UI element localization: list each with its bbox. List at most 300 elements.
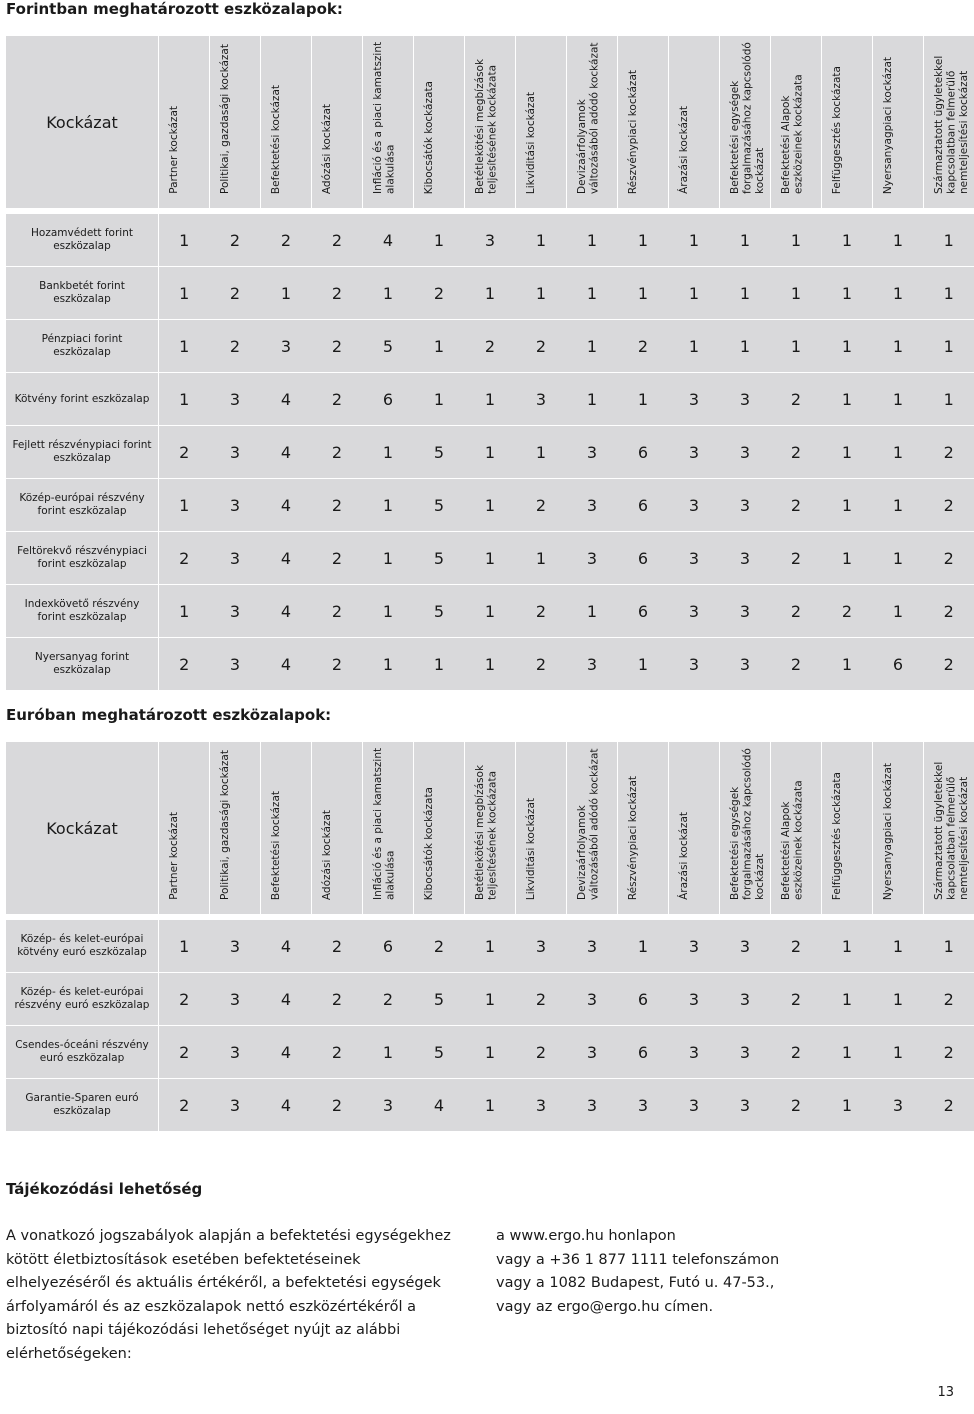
risk-value-cell: 3 (567, 532, 618, 585)
risk-value-cell: 2 (822, 585, 873, 638)
risk-value-cell: 2 (516, 320, 567, 373)
risk-value-cell: 3 (669, 373, 720, 426)
risk-value-cell: 4 (261, 920, 312, 973)
risk-value-cell: 1 (567, 585, 618, 638)
risk-value-cell: 2 (210, 267, 261, 320)
risk-value-cell: 1 (669, 267, 720, 320)
risk-value-cell: 2 (312, 1079, 363, 1132)
risk-value-cell: 1 (516, 267, 567, 320)
risk-value-cell: 6 (873, 638, 924, 691)
risk-value-cell: 3 (210, 638, 261, 691)
row-label: Fejlett részvénypiaci forint eszközalap (6, 426, 159, 479)
column-header-label: Partner kockázat (168, 106, 180, 194)
risk-value-cell: 3 (873, 1079, 924, 1132)
column-header (210, 36, 261, 208)
risk-value-cell: 2 (771, 973, 822, 1026)
page-number: 13 (937, 1385, 954, 1400)
risk-value-cell: 1 (618, 267, 669, 320)
risk-value-cell: 1 (159, 320, 210, 373)
risk-value-cell: 6 (363, 920, 414, 973)
risk-value-cell: 3 (210, 585, 261, 638)
table-row (6, 920, 974, 973)
risk-value-cell: 2 (771, 479, 822, 532)
column-header-label: Partner kockázat (168, 812, 180, 900)
risk-value-cell: 1 (159, 479, 210, 532)
column-header-label: Befektetési kockázat (270, 84, 282, 194)
risk-value-cell: 3 (720, 373, 771, 426)
risk-value-cell: 3 (720, 920, 771, 973)
column-header (312, 36, 363, 208)
risk-value-cell: 5 (414, 426, 465, 479)
risk-value-cell: 2 (312, 373, 363, 426)
risk-value-cell: 1 (873, 320, 924, 373)
corner-label: Kockázat (6, 36, 159, 208)
risk-value-cell: 2 (312, 426, 363, 479)
column-header-label: Részvénypiaci kockázat (627, 69, 639, 194)
column-header-label: Befektetési egységek forgalmazásához kapcsolódó kockázat (729, 748, 766, 900)
risk-value-cell: 1 (465, 585, 516, 638)
column-header (720, 36, 771, 208)
risk-value-cell: 6 (618, 973, 669, 1026)
risk-value-cell: 3 (210, 479, 261, 532)
risk-value-cell: 2 (924, 532, 974, 585)
column-header-label: Betétlekötési megbízások teljesítésének kockázata (474, 764, 499, 900)
column-header (873, 742, 924, 914)
risk-value-cell: 2 (159, 638, 210, 691)
risk-value-cell: 1 (924, 373, 974, 426)
risk-value-cell: 1 (822, 373, 873, 426)
risk-value-cell: 3 (669, 973, 720, 1026)
risk-value-cell: 1 (414, 214, 465, 267)
risk-value-cell: 3 (669, 479, 720, 532)
risk-value-cell: 3 (567, 973, 618, 1026)
column-header (261, 742, 312, 914)
risk-value-cell: 2 (771, 1079, 822, 1132)
risk-value-cell: 1 (669, 320, 720, 373)
risk-value-cell: 1 (873, 585, 924, 638)
risk-value-cell: 1 (822, 973, 873, 1026)
risk-value-cell: 1 (822, 479, 873, 532)
column-header (567, 36, 618, 208)
risk-value-cell: 1 (720, 214, 771, 267)
risk-value-cell: 2 (924, 1079, 974, 1132)
risk-value-cell: 3 (618, 1079, 669, 1132)
contact-address: vagy a 1082 Budapest, Futó u. 47-53., (496, 1275, 775, 1291)
risk-value-cell: 1 (465, 638, 516, 691)
row-label: Feltörekvő részvénypiaci forint eszközalap (6, 532, 159, 585)
table-row (6, 479, 974, 532)
column-header-label: Felfüggesztés kockázata (831, 65, 843, 194)
risk-value-cell: 1 (516, 532, 567, 585)
column-header (771, 742, 822, 914)
risk-value-cell: 1 (363, 585, 414, 638)
column-header-label: Betétlekötési megbízások teljesítésének kockázata (474, 58, 499, 194)
risk-value-cell: 1 (465, 1079, 516, 1132)
risk-value-cell: 1 (822, 638, 873, 691)
risk-value-cell: 1 (414, 320, 465, 373)
risk-value-cell: 2 (924, 638, 974, 691)
risk-value-cell: 1 (567, 267, 618, 320)
row-label: Hozamvédett forint eszközalap (6, 214, 159, 267)
risk-value-cell: 2 (159, 426, 210, 479)
column-header (924, 36, 974, 208)
risk-value-cell: 3 (720, 1026, 771, 1079)
risk-value-cell: 2 (312, 214, 363, 267)
risk-value-cell: 2 (312, 585, 363, 638)
column-header (516, 36, 567, 208)
risk-value-cell: 1 (567, 373, 618, 426)
risk-value-cell: 3 (210, 920, 261, 973)
risk-value-cell: 1 (924, 320, 974, 373)
risk-value-cell: 2 (465, 320, 516, 373)
risk-value-cell: 3 (516, 373, 567, 426)
table-row (6, 585, 974, 638)
risk-value-cell: 1 (414, 638, 465, 691)
column-header (618, 742, 669, 914)
table-row (6, 214, 974, 267)
risk-value-cell: 3 (567, 1026, 618, 1079)
risk-value-cell: 4 (414, 1079, 465, 1132)
risk-value-cell: 3 (720, 1079, 771, 1132)
risk-value-cell: 3 (567, 426, 618, 479)
risk-value-cell: 3 (516, 1079, 567, 1132)
risk-value-cell: 1 (873, 373, 924, 426)
row-label: Bankbetét forint eszközalap (6, 267, 159, 320)
risk-value-cell: 1 (771, 214, 822, 267)
section-title-huf: Forintban meghatározott eszközalapok: (6, 0, 343, 18)
risk-value-cell: 1 (363, 267, 414, 320)
risk-value-cell: 3 (567, 1079, 618, 1132)
risk-value-cell: 1 (924, 214, 974, 267)
risk-value-cell: 1 (873, 1026, 924, 1079)
risk-value-cell: 3 (720, 585, 771, 638)
risk-value-cell: 1 (465, 973, 516, 1026)
risk-value-cell: 1 (822, 214, 873, 267)
risk-value-cell: 2 (261, 214, 312, 267)
table-row (6, 373, 974, 426)
risk-value-cell: 1 (720, 267, 771, 320)
column-header (669, 36, 720, 208)
risk-value-cell: 3 (720, 638, 771, 691)
risk-value-cell: 2 (159, 1079, 210, 1132)
risk-value-cell: 1 (822, 532, 873, 585)
risk-value-cell: 1 (516, 214, 567, 267)
risk-value-cell: 3 (210, 373, 261, 426)
column-header-label: Befektetési Alapok eszközeinek kockázata (780, 74, 805, 194)
column-header-label: Árazási kockázat (678, 106, 690, 194)
column-header (822, 742, 873, 914)
info-contacts (496, 1225, 936, 1319)
risk-value-cell: 1 (567, 214, 618, 267)
column-header (159, 36, 210, 208)
row-label: Közép-európai részvény forint eszközalap (6, 479, 159, 532)
risk-value-cell: 4 (261, 585, 312, 638)
row-label: Közép- és kelet-európai részvény euró eszközalap (6, 973, 159, 1026)
risk-value-cell: 1 (618, 920, 669, 973)
risk-value-cell: 3 (465, 214, 516, 267)
row-label: Kötvény forint eszközalap (6, 373, 159, 426)
column-header (363, 36, 414, 208)
column-header (567, 742, 618, 914)
risk-value-cell: 1 (465, 1026, 516, 1079)
risk-value-cell: 1 (822, 920, 873, 973)
column-header-label: Politikai, gazdasági kockázat (219, 43, 231, 194)
column-header-label: Kibocsátók kockázata (423, 80, 435, 194)
column-header-label: Devizaárfolyamok változásából adódó kockázat (576, 748, 601, 900)
contact-website: a www.ergo.hu honlapon (496, 1228, 676, 1244)
risk-value-cell: 3 (669, 920, 720, 973)
risk-value-cell: 2 (771, 426, 822, 479)
risk-value-cell: 2 (312, 1026, 363, 1079)
risk-value-cell: 2 (312, 479, 363, 532)
risk-value-cell: 4 (261, 1079, 312, 1132)
table-row (6, 638, 974, 691)
column-header-label: Devizaárfolyamok változásából adódó kockázat (576, 42, 601, 194)
risk-value-cell: 1 (363, 479, 414, 532)
table-header-row (6, 742, 974, 914)
risk-value-cell: 3 (720, 973, 771, 1026)
risk-value-cell: 2 (771, 532, 822, 585)
risk-value-cell: 2 (771, 638, 822, 691)
column-header (414, 742, 465, 914)
column-header-label: Befektetési egységek forgalmazásához kapcsolódó kockázat (729, 42, 766, 194)
risk-value-cell: 4 (261, 1026, 312, 1079)
risk-value-cell: 2 (924, 973, 974, 1026)
risk-value-cell: 1 (465, 426, 516, 479)
column-header (873, 36, 924, 208)
column-header-label: Származtatott ügyletekkel kapcsolatban felmerülő nemteljesítési kockázat (933, 55, 970, 194)
column-header (312, 742, 363, 914)
risk-value-cell: 5 (414, 585, 465, 638)
risk-value-cell: 2 (618, 320, 669, 373)
risk-value-cell: 6 (363, 373, 414, 426)
info-title: Tájékozódási lehetőség (6, 1180, 203, 1198)
column-header (465, 742, 516, 914)
risk-value-cell: 1 (363, 426, 414, 479)
risk-value-cell: 3 (210, 973, 261, 1026)
table-row (6, 1079, 974, 1132)
risk-value-cell: 1 (873, 479, 924, 532)
risk-value-cell: 1 (465, 479, 516, 532)
column-header-label: Nyersanyagpiaci kockázat (882, 56, 894, 194)
risk-value-cell: 4 (261, 973, 312, 1026)
risk-value-cell: 2 (312, 638, 363, 691)
risk-value-cell: 2 (210, 214, 261, 267)
risk-value-cell: 4 (261, 479, 312, 532)
risk-value-cell: 4 (261, 426, 312, 479)
risk-value-cell: 1 (771, 320, 822, 373)
risk-value-cell: 2 (771, 920, 822, 973)
risk-value-cell: 1 (873, 920, 924, 973)
risk-value-cell: 2 (516, 479, 567, 532)
row-label: Csendes-óceáni részvény euró eszközalap (6, 1026, 159, 1079)
column-header-label: Befektetési kockázat (270, 790, 282, 900)
risk-value-cell: 1 (822, 1079, 873, 1132)
risk-value-cell: 3 (669, 585, 720, 638)
row-label: Indexkövető részvény forint eszközalap (6, 585, 159, 638)
risk-value-cell: 1 (363, 638, 414, 691)
table-row (6, 532, 974, 585)
table-row (6, 426, 974, 479)
risk-value-cell: 1 (261, 267, 312, 320)
risk-value-cell: 2 (516, 638, 567, 691)
risk-value-cell: 2 (414, 920, 465, 973)
column-header (159, 742, 210, 914)
risk-value-cell: 2 (363, 973, 414, 1026)
risk-value-cell: 3 (261, 320, 312, 373)
risk-value-cell: 2 (924, 426, 974, 479)
column-header-label: Befektetési Alapok eszközeinek kockázata (780, 780, 805, 900)
risk-value-cell: 1 (465, 532, 516, 585)
risk-value-cell: 2 (924, 1026, 974, 1079)
column-header (771, 36, 822, 208)
risk-value-cell: 3 (720, 479, 771, 532)
risk-value-cell: 2 (924, 585, 974, 638)
column-header (261, 36, 312, 208)
risk-value-cell: 2 (771, 585, 822, 638)
table-row (6, 320, 974, 373)
risk-value-cell: 3 (210, 1079, 261, 1132)
risk-value-cell: 4 (261, 638, 312, 691)
risk-value-cell: 1 (159, 585, 210, 638)
column-header (516, 742, 567, 914)
column-header-label: Kibocsátók kockázata (423, 786, 435, 900)
risk-value-cell: 3 (669, 638, 720, 691)
risk-value-cell: 5 (414, 479, 465, 532)
risk-value-cell: 1 (159, 373, 210, 426)
risk-value-cell: 3 (669, 1026, 720, 1079)
column-header-label: Felfüggesztés kockázata (831, 771, 843, 900)
column-header-label: Politikai, gazdasági kockázat (219, 749, 231, 900)
risk-table-huf (6, 36, 974, 691)
column-header (618, 36, 669, 208)
risk-table-eur (6, 742, 974, 1132)
column-header (363, 742, 414, 914)
risk-value-cell: 1 (822, 267, 873, 320)
risk-value-cell: 1 (873, 532, 924, 585)
column-header-label: Árazási kockázat (678, 812, 690, 900)
contact-email: vagy az ergo@ergo.hu címen. (496, 1298, 714, 1315)
contact-phone: vagy a +36 1 877 1111 telefonszámon (496, 1251, 780, 1268)
risk-value-cell: 1 (822, 1026, 873, 1079)
risk-value-cell: 3 (669, 1079, 720, 1132)
risk-value-cell: 1 (618, 373, 669, 426)
risk-value-cell: 6 (618, 479, 669, 532)
risk-value-cell: 3 (567, 479, 618, 532)
risk-value-cell: 6 (618, 1026, 669, 1079)
risk-value-cell: 1 (873, 426, 924, 479)
risk-value-cell: 3 (720, 426, 771, 479)
risk-value-cell: 4 (363, 214, 414, 267)
risk-value-cell: 1 (414, 373, 465, 426)
risk-value-cell: 2 (159, 1026, 210, 1079)
risk-value-cell: 2 (312, 532, 363, 585)
risk-value-cell: 3 (720, 532, 771, 585)
risk-value-cell: 1 (873, 973, 924, 1026)
risk-value-cell: 2 (414, 267, 465, 320)
risk-value-cell: 1 (822, 426, 873, 479)
risk-value-cell: 1 (618, 638, 669, 691)
risk-value-cell: 1 (822, 320, 873, 373)
column-header (465, 36, 516, 208)
risk-value-cell: 1 (465, 920, 516, 973)
risk-value-cell: 3 (567, 920, 618, 973)
risk-value-cell: 2 (312, 973, 363, 1026)
risk-value-cell: 3 (516, 920, 567, 973)
risk-value-cell: 1 (465, 267, 516, 320)
risk-value-cell: 2 (771, 373, 822, 426)
risk-value-cell: 2 (516, 585, 567, 638)
column-header (210, 742, 261, 914)
risk-value-cell: 2 (159, 973, 210, 1026)
risk-value-cell: 1 (924, 920, 974, 973)
column-header-label: Származtatott ügyletekkel kapcsolatban felmerülő nemteljesítési kockázat (933, 761, 970, 900)
risk-value-cell: 6 (618, 585, 669, 638)
section-title-eur: Euróban meghatározott eszközalapok: (6, 706, 332, 724)
risk-value-cell: 2 (159, 532, 210, 585)
risk-value-cell: 5 (414, 973, 465, 1026)
risk-value-cell: 2 (312, 320, 363, 373)
table-row (6, 267, 974, 320)
column-header-label: Likviditási kockázat (525, 91, 537, 194)
column-header (924, 742, 974, 914)
risk-value-cell: 3 (210, 426, 261, 479)
risk-value-cell: 4 (261, 373, 312, 426)
risk-value-cell: 1 (771, 267, 822, 320)
column-header-label: Likviditási kockázat (525, 797, 537, 900)
table-header-row (6, 36, 974, 208)
risk-value-cell: 1 (159, 214, 210, 267)
column-header-label: Nyersanyagpiaci kockázat (882, 762, 894, 900)
risk-value-cell: 1 (669, 214, 720, 267)
risk-value-cell: 2 (210, 320, 261, 373)
risk-value-cell: 2 (771, 1026, 822, 1079)
column-header-label: Infláció és a piaci kamatszint alakulása (372, 747, 397, 900)
info-body: A vonatkozó jogszabályok alapján a befektetési egységekhez kötött életbiztosítások esetében befektetéseinek elhelyezéséről és aktuális értékéről, a befektetési egységek árfolyamáról és az eszközalapok nettó eszközértékéről a biztosító napi tájékozódási lehetőséget nyújt az alábbi elérhetőségeken: (6, 1228, 451, 1362)
column-header-label: Részvénypiaci kockázat (627, 775, 639, 900)
risk-value-cell: 2 (516, 1026, 567, 1079)
risk-value-cell: 3 (669, 426, 720, 479)
column-header (669, 742, 720, 914)
risk-value-cell: 1 (159, 267, 210, 320)
column-header (720, 742, 771, 914)
corner-label: Kockázat (6, 742, 159, 914)
risk-value-cell: 2 (312, 267, 363, 320)
risk-value-cell: 1 (159, 920, 210, 973)
risk-value-cell: 1 (516, 426, 567, 479)
risk-value-cell: 5 (414, 1026, 465, 1079)
risk-value-cell: 5 (414, 532, 465, 585)
risk-value-cell: 1 (873, 267, 924, 320)
risk-value-cell: 6 (618, 532, 669, 585)
risk-value-cell: 1 (567, 320, 618, 373)
risk-value-cell: 1 (720, 320, 771, 373)
table-row (6, 1026, 974, 1079)
risk-value-cell: 3 (210, 532, 261, 585)
risk-value-cell: 4 (261, 532, 312, 585)
row-label: Pénzpiaci forint eszközalap (6, 320, 159, 373)
table-row (6, 973, 974, 1026)
column-header (414, 36, 465, 208)
risk-value-cell: 1 (363, 532, 414, 585)
risk-value-cell: 6 (618, 426, 669, 479)
column-header-label: Adózási kockázat (321, 103, 333, 194)
risk-value-cell: 1 (618, 214, 669, 267)
risk-value-cell: 3 (210, 1026, 261, 1079)
risk-value-cell: 2 (924, 479, 974, 532)
risk-value-cell: 1 (873, 214, 924, 267)
risk-value-cell: 1 (465, 373, 516, 426)
